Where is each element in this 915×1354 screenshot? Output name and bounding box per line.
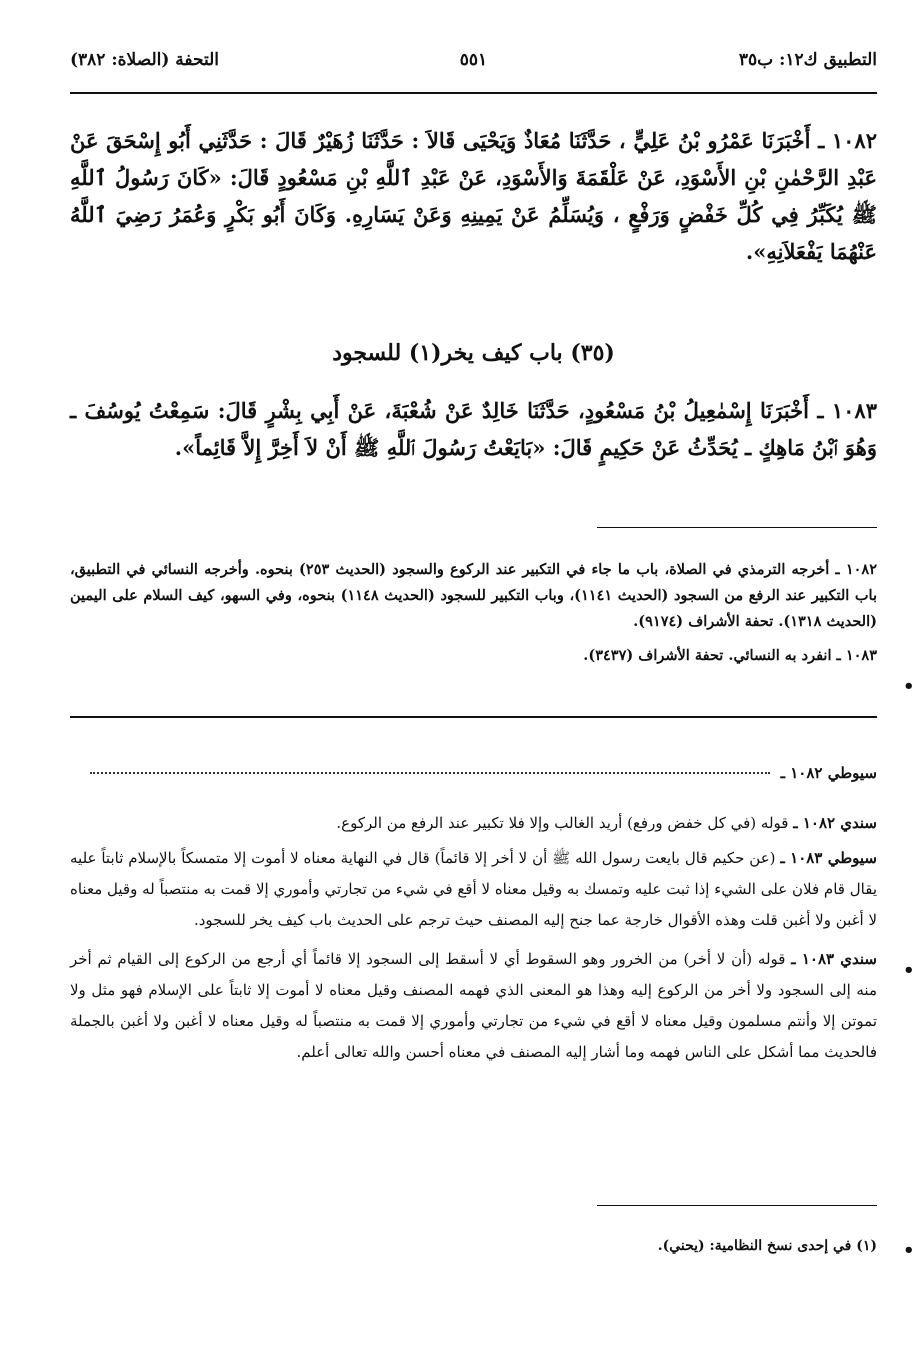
commentary-label: سيوطي ١٠٨٣ ـ [780, 849, 877, 867]
commentary-label: سندي ١٠٨٢ ـ [793, 814, 877, 832]
commentary-suyuti-1083 [70, 843, 877, 936]
commentary-label: سندي ١٠٨٣ ـ [791, 950, 878, 968]
margin-bullet: • [903, 960, 915, 981]
commentary-sindi-1083 [70, 944, 877, 1068]
commentary-rule [70, 716, 877, 718]
note-1082: ١٠٨٢ ـ أخرجه الترمذي في الصلاة، باب ما جاء في التكبير عند الركوع والسجود (الحديث ٢٥٣) بنحوه. وأخرجه النسائي في التطبيق، باب التكبير عند الرفع من السجود (الحديث ١١٤١)، وباب التكبير للسجود (الحديث ١١٤٨) بنحوه، وفي السهو، كيف السلام على اليمين (الحديث ١٣١٨). تحفة الأشراف (٩١٧٤). [70, 561, 878, 630]
commentary-text: قوله (أن لا أخر) من الخرور وهو السقوط أي لا أسقط إلى السجود إلا قائماً أي أرجع من الركوع إلى القيام ثم أخر منه إلى السجود ولا أخر من الركوع إليه وهذا هو المعنى الذي فهمه المصنف وقيل معناه لا أموت إلا ثابتاً على الإسلام فهو مثل ولا تموتن إلا وأنتم مسلمون وقيل معناه لا أقع في شيء من تجارتي وأموري إلا قمت به منتصباً له وقيل معناه لا أغبن ولا أغبن بالجملة فالحديث مما أشكل على الناس فهمه وما أشار إليه المصنف في معناه أحسن والله تعالى أعلم. [70, 950, 877, 1061]
note-1083: ١٠٨٣ ـ انفرد به النسائي. تحفة الأشراف (٣٤٣٧). [583, 647, 877, 664]
hadith-1082: ١٠٨٢ ـ أَخْبَرَنَا عَمْرُو بْنُ عَلِيٍّ ، حَدَّثَنَا مُعَاذٌ وَيَحْيَى قَالاَ : حَدَّثَنَا زُهَيْرٌ قَالَ : حَدَّثَنِي أَبُو إِسْحَقَ عَنْ عَبْدِ الرَّحْمٰنِ بْنِ الأَسْوَدِ، عَنْ عَلْقَمَةَ وَالأَسْوَدِ، عَنْ عَبْدِ ٱللَّهِ بْنِ مَسْعُودٍ قَالَ: «كَانَ رَسُولُ ٱللَّهِ ﷺ يُكَبِّرُ فِي كُلِّ خَفْضٍ وَرَفْعٍ ، وَيُسَلِّمُ عَنْ يَمِينِهِ وَعَنْ يَسَارِهِ. وَكَانَ أَبُو بَكْرٍ وَعُمَرُ رَضِيَ ٱللَّهُ عَنْهُمَا يَفْعَلاَنِهِ». [70, 128, 877, 264]
dotted-leader [90, 772, 770, 774]
chapter-reference: التطبيق ك١٢: ب٣٥ [738, 50, 877, 70]
footnote: (١) في إحدى نسخ النظامية: (يحني). [657, 1238, 877, 1254]
commentary-sindi-1082 [70, 808, 877, 839]
notes-separator [597, 527, 877, 528]
tuhfa-reference: التحفة (الصلاة: ٣٨٢) [70, 50, 220, 70]
hadith-1083: ١٠٨٣ ـ أَخْبَرَنَا إِسْمٰعِيلُ بْنُ مَسْعُودٍ، حَدَّثَنَا خَالِدٌ عَنْ شُعْبَةَ، عَنْ أَبِي بِشْرٍ قَالَ: سَمِعْتُ يُوسُفَ ـ وَهُوَ ٱبْنُ مَاهِكٍ ـ يُحَدِّثُ عَنْ حَكِيمٍ قَالَ: «بَايَعْتُ رَسُولَ ٱللَّهِ ﷺ أَنْ لاَ أَخِرَّ إِلاَّ قَائِماً». [70, 398, 877, 460]
commentary-label: سيوطي ١٠٨٢ ـ [780, 764, 877, 782]
page-header [70, 50, 877, 80]
section-title: (٣٥) باب كيف يخر(١) للسجود [332, 340, 615, 366]
footnote-separator [597, 1205, 877, 1206]
commentary-text: (عن حكيم قال بايعت رسول الله ﷺ أن لا أخر إلا قائماً) قال في النهاية معناه لا أموت إلا متمسكاً بالإسلام ثابتاً عليه يقال قام فلان على الشيء إذا ثبت عليه وتمسك به وقيل معناه لا أقع في شيء من تجارتي وأموري إلا قمت به منتصباً له وقيل معناه لا أغبن ولا أغبن قلت وهذه الأقوال خارجة عما جنح إليه المصنف حيث ترجم على الحديث باب كيف يخر للسجود. [70, 849, 877, 929]
margin-bullet: • [903, 676, 915, 697]
commentary-body [70, 808, 877, 1068]
takhrij-notes [70, 557, 877, 669]
header-rule [70, 92, 877, 94]
page-number: ٥٥١ [459, 50, 488, 70]
margin-bullet: • [903, 1240, 915, 1261]
commentary-text: قوله (في كل خفض ورفع) أريد الغالب وإلا فلا تكبير عند الرفع من الركوع. [336, 814, 794, 832]
